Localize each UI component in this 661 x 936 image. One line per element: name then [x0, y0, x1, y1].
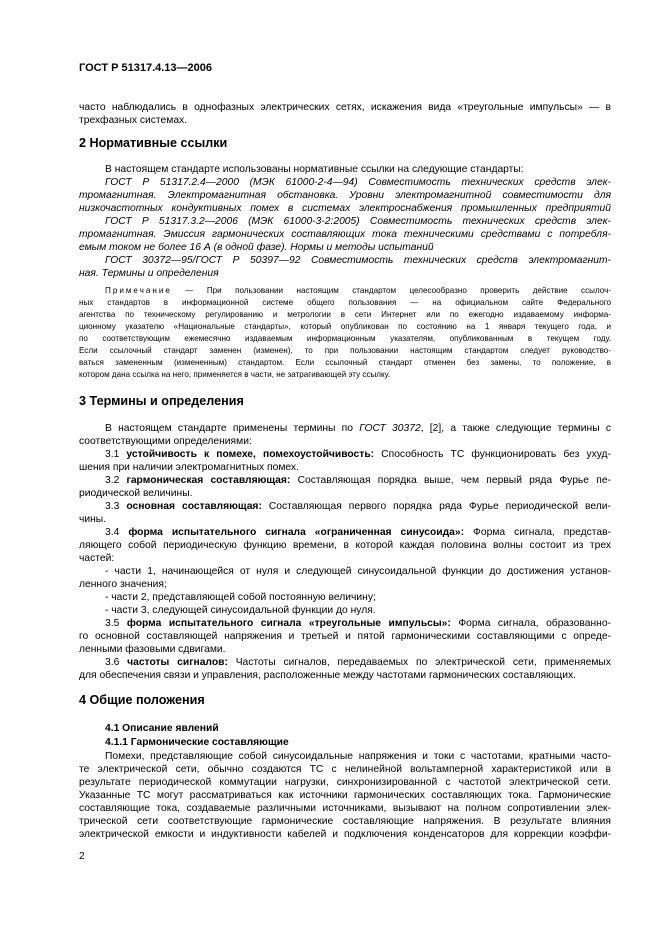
subsection-heading: 4.1 Описание явлений [105, 723, 219, 734]
text-line: результате периодической коммутации нагрузки, синхронизированной с частотой электрической сети. [79, 777, 611, 788]
section-3-heading: 3 Термины и определения [79, 394, 244, 408]
list-item: - части 2, представляющей собой постоянную величину; [105, 592, 376, 603]
note-label: Примечание [105, 286, 172, 295]
note-line: Примечание — При пользовании настоящим стандартом целесообразно проверить действие ссылоч- [105, 286, 611, 295]
text-line: Помехи, представляющие собой синусоидальные напряжения и токи с частотами, кратными часто- [105, 751, 611, 762]
text-line: В настоящем стандарте применены термины по ГОСТ 30372, [2], а также следующие термины с [105, 423, 611, 434]
term: гармоническая составляющая: [126, 475, 291, 486]
definition-3-3: 3.3 основная составляющая: Составляющая первого порядка ряда Фурье периодической вели- [105, 501, 611, 512]
text-line: электрической емкости и индуктивности кабелей и подключения конденсаторов для коррекции коэффи- [79, 829, 611, 840]
text-line: составляющие тока, создаваемые различными источниками, вызывают на полном сопротивлении элек- [79, 803, 611, 814]
text-line: ляющего собой периодическую функцию времени, в которой каждая половина волны состоит из трех [79, 540, 611, 551]
subsection-heading: 4.1.1 Гармонические составляющие [105, 737, 289, 748]
note-line: агентства по техническому регулированию и метрологии в сети Интернет или по ежегодно издаваемому информа- [79, 310, 611, 319]
note-line: ционному указателю «Национальные стандарты», который опубликован по состоянию на 1 января текущего года, и [79, 322, 611, 331]
reference-line: емым током не более 16 А (в одной фазе). Нормы и методы испытаний [79, 242, 434, 253]
term: основная составляющая: [126, 501, 262, 512]
term: форма испытательного сигнала «треугольные импульсы»: [126, 618, 451, 629]
definition-3-5: 3.5 форма испытательного сигнала «треугольные импульсы»: Форма сигнала, образованно- [105, 618, 611, 629]
note-line: Если ссылочный стандарт заменен (изменен), то при пользовании настоящим стандартом следует руководство- [79, 346, 611, 355]
text-line: те электрической сети, обычно создаются ТС с нелинейной вольтамперной характеристикой или в [79, 764, 611, 775]
note-line: по соответствующим ежемесячно издаваемым информационным указателям, опубликованным в текущем году. [79, 334, 611, 343]
definition-3-6: 3.6 частоты сигналов: Частоты сигналов, передаваемых по электрической сети, применяемых [105, 657, 611, 668]
reference-line: ГОСТ 30372—95/ГОСТ Р 50397—92 Совместимость технических средств электромагнит- [105, 255, 611, 266]
text-line: частей: [79, 553, 115, 564]
text-line: го основной составляющей напряжения и третьей и пятой гармоническими составляющими с опреде- [79, 631, 611, 642]
text-line: трической сети соответствующие гармонические составляющие напряжения. В результате влияния [79, 816, 611, 827]
term: частоты сигналов: [127, 657, 228, 668]
definition-3-2: 3.2 гармоническая составляющая: Составляющая порядка выше, чем первый ряда Фурье пе- [105, 475, 611, 486]
page-number: 2 [79, 851, 85, 862]
note-line: ных стандартов в информационной системе общего пользования — на официальном сайте Федерального [79, 298, 611, 307]
text-line: соответствующими определениями: [79, 436, 252, 447]
text-line: часто наблюдались в однофазных электрических сетях, искажения вида «треугольные импульсы» — в [79, 102, 611, 113]
text-line: ленного значения; [79, 579, 167, 590]
list-item: - части 1, начинающейся от нуля и следующей синусоидальной функции до достижения установ- [105, 566, 611, 577]
section-4-heading: 4 Общие положения [79, 693, 205, 707]
text-line: шения при наличии электромагнитных помех. [79, 462, 299, 473]
document-header: ГОСТ Р 51317.4.13—2006 [79, 62, 213, 74]
note-line: котором дана ссылка на него, применяется в части, не затрагивающей эту ссылку. [79, 370, 391, 379]
text-line: В настоящем стандарте использованы нормативные ссылки на следующие стандарты: [105, 164, 524, 175]
text-line: для обеспечения связи и управления, расположенные между частотами гармонических составляющих. [79, 670, 576, 681]
term: устойчивость к помехе, помехоустойчивость: [126, 449, 375, 460]
text-line: ленными фазовыми сдвигами. [79, 644, 226, 655]
text-line: Указанные ТС могут рассматриваться как источники гармонических составляющих тока. Гармонические [79, 790, 611, 801]
reference-line: ГОСТ Р 51317.3.2—2006 (МЭК 61000-3-2:2005) Совместимость технических средств элек- [105, 216, 611, 227]
term: форма испытательного сигнала «ограниченная синусоида»: [128, 527, 465, 538]
text-line: чины. [79, 514, 107, 525]
section-2-heading: 2 Нормативные ссылки [79, 136, 228, 150]
reference-line: ГОСТ Р 51317.2.4—2000 (МЭК 61000-2-4—94) Совместимость технических средств элек- [105, 177, 611, 188]
list-item: - части 3, следующей синусоидальной функции до нуля. [105, 605, 376, 616]
text-line: риодической величины. [79, 488, 193, 499]
reference-link: ГОСТ 30372 [359, 423, 421, 434]
definition-3-4: 3.4 форма испытательного сигнала «ограниченная синусоида»: Форма сигнала, представ- [105, 527, 611, 538]
reference-line: тромагнитная. Электромагнитная обстановка. Уровни электромагнитной совместимости для [79, 190, 611, 201]
note-line: ваться замененным (измененным) стандартом. Если ссылочный стандарт отменен без замены, то положение, в [79, 358, 611, 367]
reference-line: тромагнитная. Эмиссия гармонических составляющих тока техническими средствами с потребля- [79, 229, 611, 240]
reference-line: ная. Термины и определения [79, 268, 219, 279]
text-line: трехфазных системах. [79, 115, 188, 126]
definition-3-1: 3.1 устойчивость к помехе, помехоустойчивость: Способность ТС функционировать без ухуд- [105, 449, 611, 460]
reference-line: низкочастотных кондуктивных помех в системах электроснабжения промышленных предприятий [79, 203, 611, 214]
